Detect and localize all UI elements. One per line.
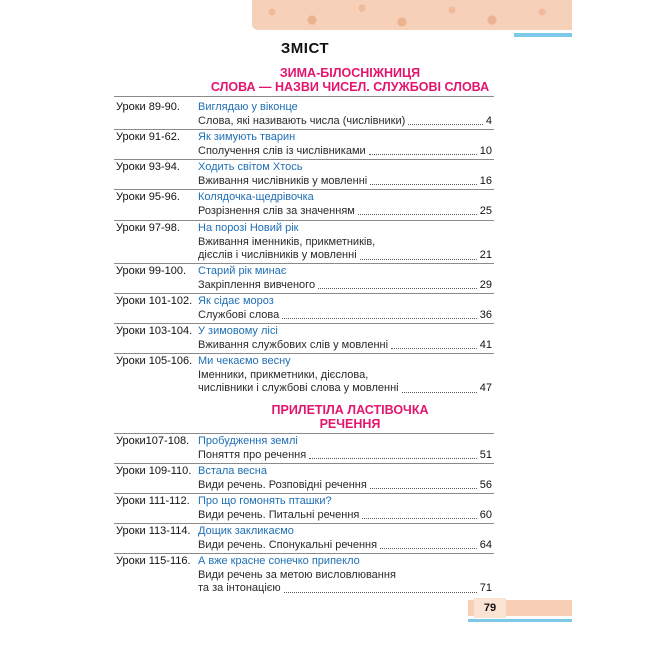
page-ref: 51: [479, 448, 492, 461]
toc-entry[interactable]: [116, 435, 492, 463]
lesson-topic: Закріплення вивченого: [198, 278, 316, 291]
divider: [114, 553, 494, 554]
dot-leader: [360, 259, 477, 260]
section-title-line: РЕЧЕННЯ: [319, 417, 381, 431]
lesson-number: Уроки 113-114.: [116, 525, 191, 537]
toc-entry[interactable]: [116, 265, 492, 293]
lesson-title: Виглядаю у віконце: [198, 101, 298, 113]
section-title: [110, 66, 590, 94]
page-ref: 10: [479, 144, 492, 157]
lesson-title: Як сідає мороз: [198, 295, 274, 307]
lesson-title: Пробудження землі: [198, 435, 298, 447]
lesson-topic: Поняття про речення: [198, 448, 307, 461]
section-title-line: ЗИМА-БІЛОСНІЖНИЦЯ: [279, 66, 421, 80]
dot-leader: [358, 214, 477, 215]
lesson-title: Дощик закликаємо: [198, 525, 294, 537]
page-ref: 21: [479, 249, 492, 261]
lesson-number: Уроки 97-98.: [116, 222, 180, 234]
page-ref: 41: [479, 338, 492, 351]
page-ref: 29: [479, 278, 492, 291]
toc-entry[interactable]: [116, 222, 492, 263]
toc-entry[interactable]: [116, 525, 492, 553]
page-ref: 64: [479, 538, 492, 551]
dot-leader: [380, 548, 477, 549]
lesson-number: Уроки 99-100.: [116, 265, 187, 277]
decorative-stripe: [468, 619, 572, 622]
dot-leader: [370, 184, 476, 185]
page-ref: 60: [479, 508, 492, 521]
divider: [114, 263, 494, 264]
page-ref: 36: [479, 308, 492, 321]
lesson-topic: Сполучення слів із числівниками: [198, 144, 366, 157]
lesson-topic-line: Вживання іменників, прикметників,: [198, 235, 376, 248]
divider: [114, 353, 494, 354]
lesson-title: Встала весна: [198, 465, 267, 477]
lesson-topic: та за інтонацією: [198, 582, 281, 594]
dot-leader: [408, 124, 483, 125]
lesson-title: На порозі Новий рік: [198, 222, 299, 234]
lesson-topic: Розрізнення слів за значенням: [198, 204, 355, 217]
lesson-title: У зимовому лісі: [198, 325, 278, 337]
lesson-title: Ходить світом Хтось: [198, 161, 303, 173]
divider: [114, 189, 494, 190]
toc-entry[interactable]: [116, 295, 492, 323]
toc-entry[interactable]: [116, 355, 492, 396]
lesson-number: Уроки 91-62.: [116, 131, 180, 143]
dot-leader: [318, 288, 477, 289]
lesson-number: Уроки 93-94.: [116, 161, 180, 173]
lesson-title: А вже красне сонечко припекло: [198, 555, 360, 567]
divider: [114, 96, 494, 97]
divider: [114, 293, 494, 294]
divider: [114, 220, 494, 221]
page-ref: 4: [485, 114, 492, 127]
lesson-title: Ми чекаємо весну: [198, 355, 291, 367]
lesson-number: Уроки 105-106.: [116, 355, 193, 367]
lesson-topic: Вживання числівників у мовленні: [198, 174, 368, 187]
lesson-topic: Вживання службових слів у мовленні: [198, 338, 389, 351]
lesson-number: Уроки 115-116.: [116, 555, 191, 567]
divider: [114, 523, 494, 524]
lesson-title: Колядочка-щедрівочка: [198, 191, 314, 203]
lesson-topic: Види речень. Розповідні речення: [198, 478, 367, 491]
lesson-number: Уроки 95-96.: [116, 191, 180, 203]
section-title-line: СЛОВА — НАЗВИ ЧИСЕЛ. СЛУЖБОВІ СЛОВА: [210, 80, 490, 94]
dot-leader: [369, 154, 477, 155]
lesson-topic: числівники і службові слова у мовленні: [198, 382, 399, 394]
lesson-title: Старий рік минає: [198, 265, 287, 277]
page-ref: 56: [479, 478, 492, 491]
divider: [114, 463, 494, 464]
dot-leader: [391, 348, 477, 349]
section-title-line: ПРИЛЕТІЛА ЛАСТІВОЧКА: [271, 403, 429, 417]
lesson-topic-line: Види речень за метою висловлювання: [198, 568, 396, 581]
divider: [114, 129, 494, 130]
dot-leader: [309, 458, 477, 459]
divider: [114, 323, 494, 324]
lesson-topic: Види речень. Питальні речення: [198, 508, 360, 521]
toc-entry[interactable]: [116, 495, 492, 523]
lesson-topic: Слова, які називають числа (числівники): [198, 114, 406, 127]
page-ref: 71: [479, 582, 492, 594]
lesson-number: Уроки 103-104.: [116, 325, 193, 337]
page-ref: 25: [479, 204, 492, 217]
divider: [114, 493, 494, 494]
dot-leader: [284, 592, 477, 593]
lesson-number: Уроки 89-90.: [116, 101, 180, 113]
page-title: ЗМІСТ: [280, 40, 330, 57]
toc-entry[interactable]: [116, 465, 492, 493]
toc-entry[interactable]: [116, 325, 492, 353]
lesson-topic: Службові слова: [198, 308, 280, 321]
lesson-topic: дієслів і числівників у мовленні: [198, 249, 357, 261]
page-ref: 16: [479, 174, 492, 187]
divider: [114, 159, 494, 160]
page-number: 79: [474, 598, 506, 618]
dot-leader: [370, 488, 477, 489]
decorative-stripe: [514, 33, 572, 37]
lesson-number: Уроки 109-110.: [116, 465, 192, 477]
dot-leader: [282, 318, 477, 319]
dot-leader: [402, 392, 477, 393]
decorative-banner: [252, 0, 572, 30]
lesson-title: Як зимують тварин: [198, 131, 296, 143]
dot-leader: [362, 518, 476, 519]
divider: [114, 433, 494, 434]
page-ref: 47: [479, 382, 492, 394]
toc-entry[interactable]: [116, 555, 492, 596]
lesson-title: Про що гомонять пташки?: [198, 495, 332, 507]
lesson-number: Уроки 101-102.: [116, 295, 193, 307]
toc-entry[interactable]: [116, 161, 492, 189]
lesson-number: Уроки107-108.: [116, 435, 190, 447]
toc-entry[interactable]: [116, 131, 492, 159]
section-title: [110, 403, 590, 431]
toc-entry[interactable]: [116, 101, 492, 129]
lesson-number: Уроки 111-112.: [116, 495, 190, 507]
lesson-topic-line: Іменники, прикметники, дієслова,: [198, 368, 369, 381]
lesson-topic: Види речень. Спонукальні речення: [198, 538, 378, 551]
toc-entry[interactable]: [116, 191, 492, 219]
